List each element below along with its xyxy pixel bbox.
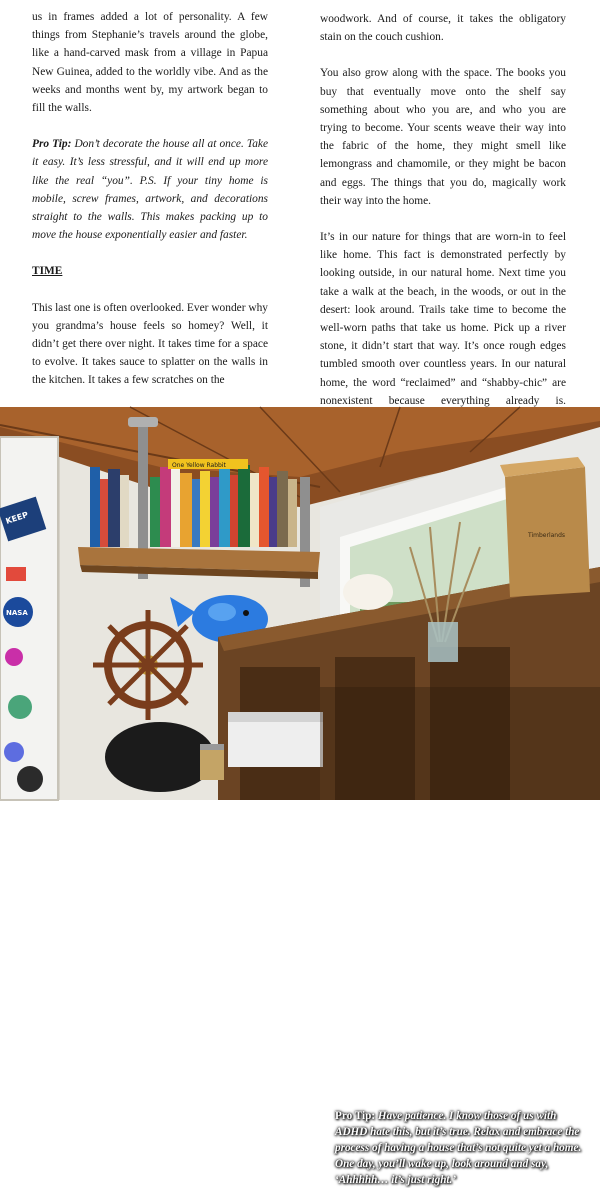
right-column [320, 0, 566, 446]
section-heading: TIME [32, 265, 63, 278]
tiny-home-interior-photo [0, 407, 600, 1186]
pro-tip [32, 135, 268, 244]
svg-text:Timberlands: Timberlands [528, 532, 566, 539]
left-column [32, 0, 268, 408]
paragraph: You also grow along with the space. The books you buy that eventually move onto the shelf say something about who you are, and who you are trying to become. Your scents weave their way into the fabric of the home, they might smell like lemongrass and chamomile, or they might be bacon and eggs. The things that you do, magically work their way into the home. [320, 67, 566, 207]
svg-text:One Yellow Rabbit: One Yellow Rabbit [172, 462, 226, 469]
paragraph: woodwork. And of course, it takes the obligatory stain on the couch cushion. [320, 13, 566, 44]
photo-caption-pro-tip [335, 1108, 590, 1188]
svg-text:NASA: NASA [6, 609, 28, 617]
svg-text:KEEP: KEEP [4, 510, 30, 526]
pro-tip-label: Pro Tip: [32, 138, 72, 151]
caption-label: Pro Tip: [335, 1110, 376, 1122]
caption-text: Have patience. I know those of us with ADHD hate this, but it’s true. Relax and embrace the process of having a house that’s not quite yet a home. One day, you’ll wake up, look around and say, ‘Ahhhhh… it’s just right.’ [335, 1110, 582, 1186]
paragraph: This last one is often overlooked. Ever wonder why you grandma’s house feels so homey? Well, it didn’t get there over night. It takes time for a space to evolve. It takes sauce to splatter on the walls in the kitchen. It takes a few scratches on the [32, 301, 268, 387]
pro-tip-text: Don’t decorate the house all at once. Take it easy. It’s less stressful, and it will end up more like the real “you”. P.S. If your tiny home is mobile, screw frames, artwork, and decorations straight to the walls. This makes packing up to move the house exponentially easier and faster. [32, 138, 268, 242]
paragraph: It’s in our nature for things that are worn-in to feel like home. This fact is demonstrated perfectly by looking outside, in our natural home. Next time you take a walk at the beach, in the woods, or out in the desert: look around. Trails take time to become the well-worn paths that take us home. Pick up a river stone, it didn’t start that way. It’s once rough edges tumbled smooth over countless years. In our natural home, the word “reclaimed” and “shabby-chic” are nonexistent because everything already is. [320, 231, 566, 407]
paragraph: us in frames added a lot of personality. A few things from Stephanie’s travels around the globe, like a hand-carved mask from a village in Papua New Guinea, added to the worldly vibe. And as the weeks and months went by, my artwork began to fill the walls. [32, 11, 268, 115]
